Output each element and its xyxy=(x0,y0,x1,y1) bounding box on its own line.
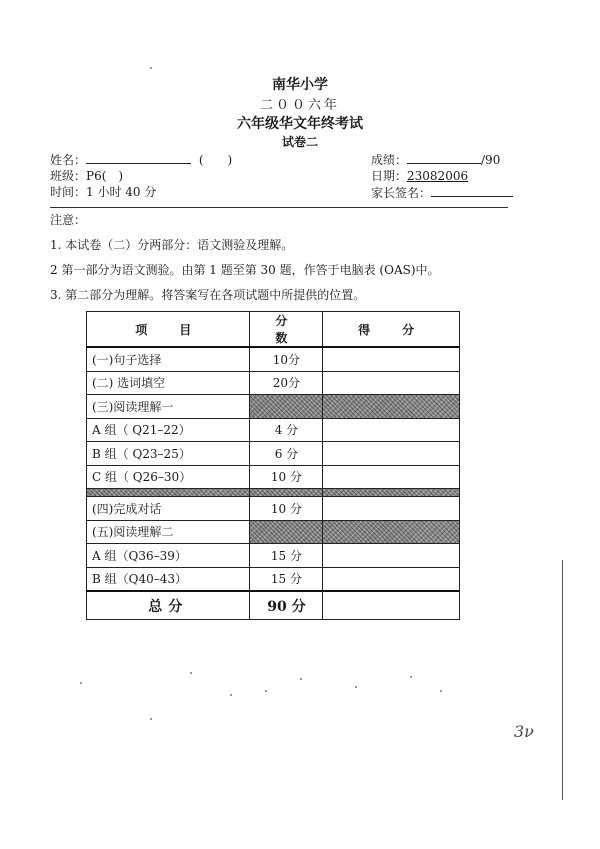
notes-title: 注意： xyxy=(50,213,87,227)
class-field-row xyxy=(50,167,123,184)
total-points: 90 分 xyxy=(250,591,323,620)
table-row xyxy=(87,544,460,568)
scan-speck xyxy=(410,676,412,678)
total-score-blank[interactable] xyxy=(323,591,460,620)
parent-signature-blank[interactable] xyxy=(431,185,513,197)
row-score-blank[interactable] xyxy=(323,567,460,591)
row-item: B 组（ Q23–25） xyxy=(87,442,250,466)
scan-speck xyxy=(80,682,82,684)
row-score-blank[interactable] xyxy=(323,465,460,489)
row-score-blank[interactable] xyxy=(323,347,460,371)
table-row xyxy=(87,465,460,489)
scan-speck xyxy=(190,672,192,674)
row-points: 15 分 xyxy=(250,544,323,568)
total-label: 总分 xyxy=(87,591,250,620)
time-label: 时间： xyxy=(50,185,87,199)
row-score-blank[interactable] xyxy=(323,371,460,395)
margin-handwriting: 3ν xyxy=(514,722,534,741)
row-points: 20分 xyxy=(250,371,323,395)
school-name: 南华小学 xyxy=(272,77,328,93)
total-row xyxy=(87,591,460,620)
time-value: 1 小时 40 分 xyxy=(86,185,157,199)
table-row xyxy=(87,442,460,466)
separator-cell xyxy=(87,489,250,497)
row-item: (四)完成对话 xyxy=(87,497,250,521)
class-value: P6( ) xyxy=(86,169,124,183)
scan-speck xyxy=(230,694,232,696)
table-header-row xyxy=(87,312,460,348)
score-total: /90 xyxy=(481,153,501,167)
row-item: B 组（Q40–43） xyxy=(87,567,250,591)
row-points: 15 分 xyxy=(250,567,323,591)
row-points-shaded xyxy=(250,520,323,544)
row-score-blank[interactable] xyxy=(323,442,460,466)
row-item: A 组（Q36–39） xyxy=(87,544,250,568)
row-item: (五)阅读理解二 xyxy=(87,520,250,544)
row-score-blank[interactable] xyxy=(323,544,460,568)
row-score-shaded xyxy=(323,395,460,419)
scan-edge-line xyxy=(562,560,563,800)
table-row xyxy=(87,418,460,442)
exam-title: 六年级华文年终考试 xyxy=(237,116,363,132)
table-row xyxy=(87,395,460,419)
header-score: 得 分 xyxy=(323,312,460,348)
row-score-blank[interactable] xyxy=(323,497,460,521)
time-field-row xyxy=(50,183,156,200)
row-item: (一)句子选择 xyxy=(87,347,250,371)
shaded-separator-row xyxy=(87,489,460,497)
header-item: 项 目 xyxy=(87,312,250,348)
table-row xyxy=(87,371,460,395)
row-points: 10 分 xyxy=(250,497,323,521)
name-field-row xyxy=(50,151,232,168)
index-number-paren: ( ) xyxy=(198,153,233,167)
row-points: 10分 xyxy=(250,347,323,371)
date-field-row xyxy=(371,167,468,184)
row-points: 10 分 xyxy=(250,465,323,489)
score-field-row xyxy=(371,151,500,168)
table-row xyxy=(87,520,460,544)
scan-speck xyxy=(300,678,302,680)
row-item: C 组（ Q26–30） xyxy=(87,465,250,489)
row-item: (二) 选词填空 xyxy=(87,371,250,395)
row-score-shaded xyxy=(323,520,460,544)
row-points-shaded xyxy=(250,395,323,419)
separator-cell xyxy=(323,489,460,497)
separator-cell xyxy=(250,489,323,497)
scan-speck xyxy=(150,67,152,69)
date-label: 日期： xyxy=(371,169,408,183)
table-row xyxy=(87,497,460,521)
date-value: 23082006 xyxy=(407,169,469,183)
header-divider xyxy=(50,207,508,208)
score-blank[interactable] xyxy=(407,152,481,164)
row-points: 6 分 xyxy=(250,442,323,466)
header-points: 分 数 xyxy=(250,312,323,348)
class-label: 班级： xyxy=(50,169,87,183)
table-row xyxy=(87,347,460,371)
note-item-3: 3. 第二部分为理解。将答案写在各项试题中所提供的位置。 xyxy=(50,288,366,302)
row-score-blank[interactable] xyxy=(323,418,460,442)
score-label: 成绩： xyxy=(371,153,408,167)
scan-speck xyxy=(440,690,442,692)
exam-year: 二００六年 xyxy=(259,98,340,113)
note-item-2: 2 第一部分为语文测验。由第 1 题至第 30 题，作答于电脑表 (OAS)中。 xyxy=(50,263,440,277)
row-item: (三)阅读理解一 xyxy=(87,395,250,419)
row-item: A 组（ Q21–22） xyxy=(87,418,250,442)
paper-number: 试卷二 xyxy=(281,135,318,149)
parent-signature-label: 家长签名： xyxy=(371,186,432,200)
note-item-1: 1. 本试卷（二）分两部分：语文测验及理解。 xyxy=(50,238,294,252)
name-label: 姓名： xyxy=(50,153,87,167)
table-row xyxy=(87,567,460,591)
row-points: 4 分 xyxy=(250,418,323,442)
score-table xyxy=(86,311,460,620)
scan-speck xyxy=(150,718,152,720)
name-blank[interactable] xyxy=(86,152,191,164)
scan-speck xyxy=(355,686,357,688)
parent-signature-row xyxy=(371,184,513,201)
scan-speck xyxy=(265,690,267,692)
